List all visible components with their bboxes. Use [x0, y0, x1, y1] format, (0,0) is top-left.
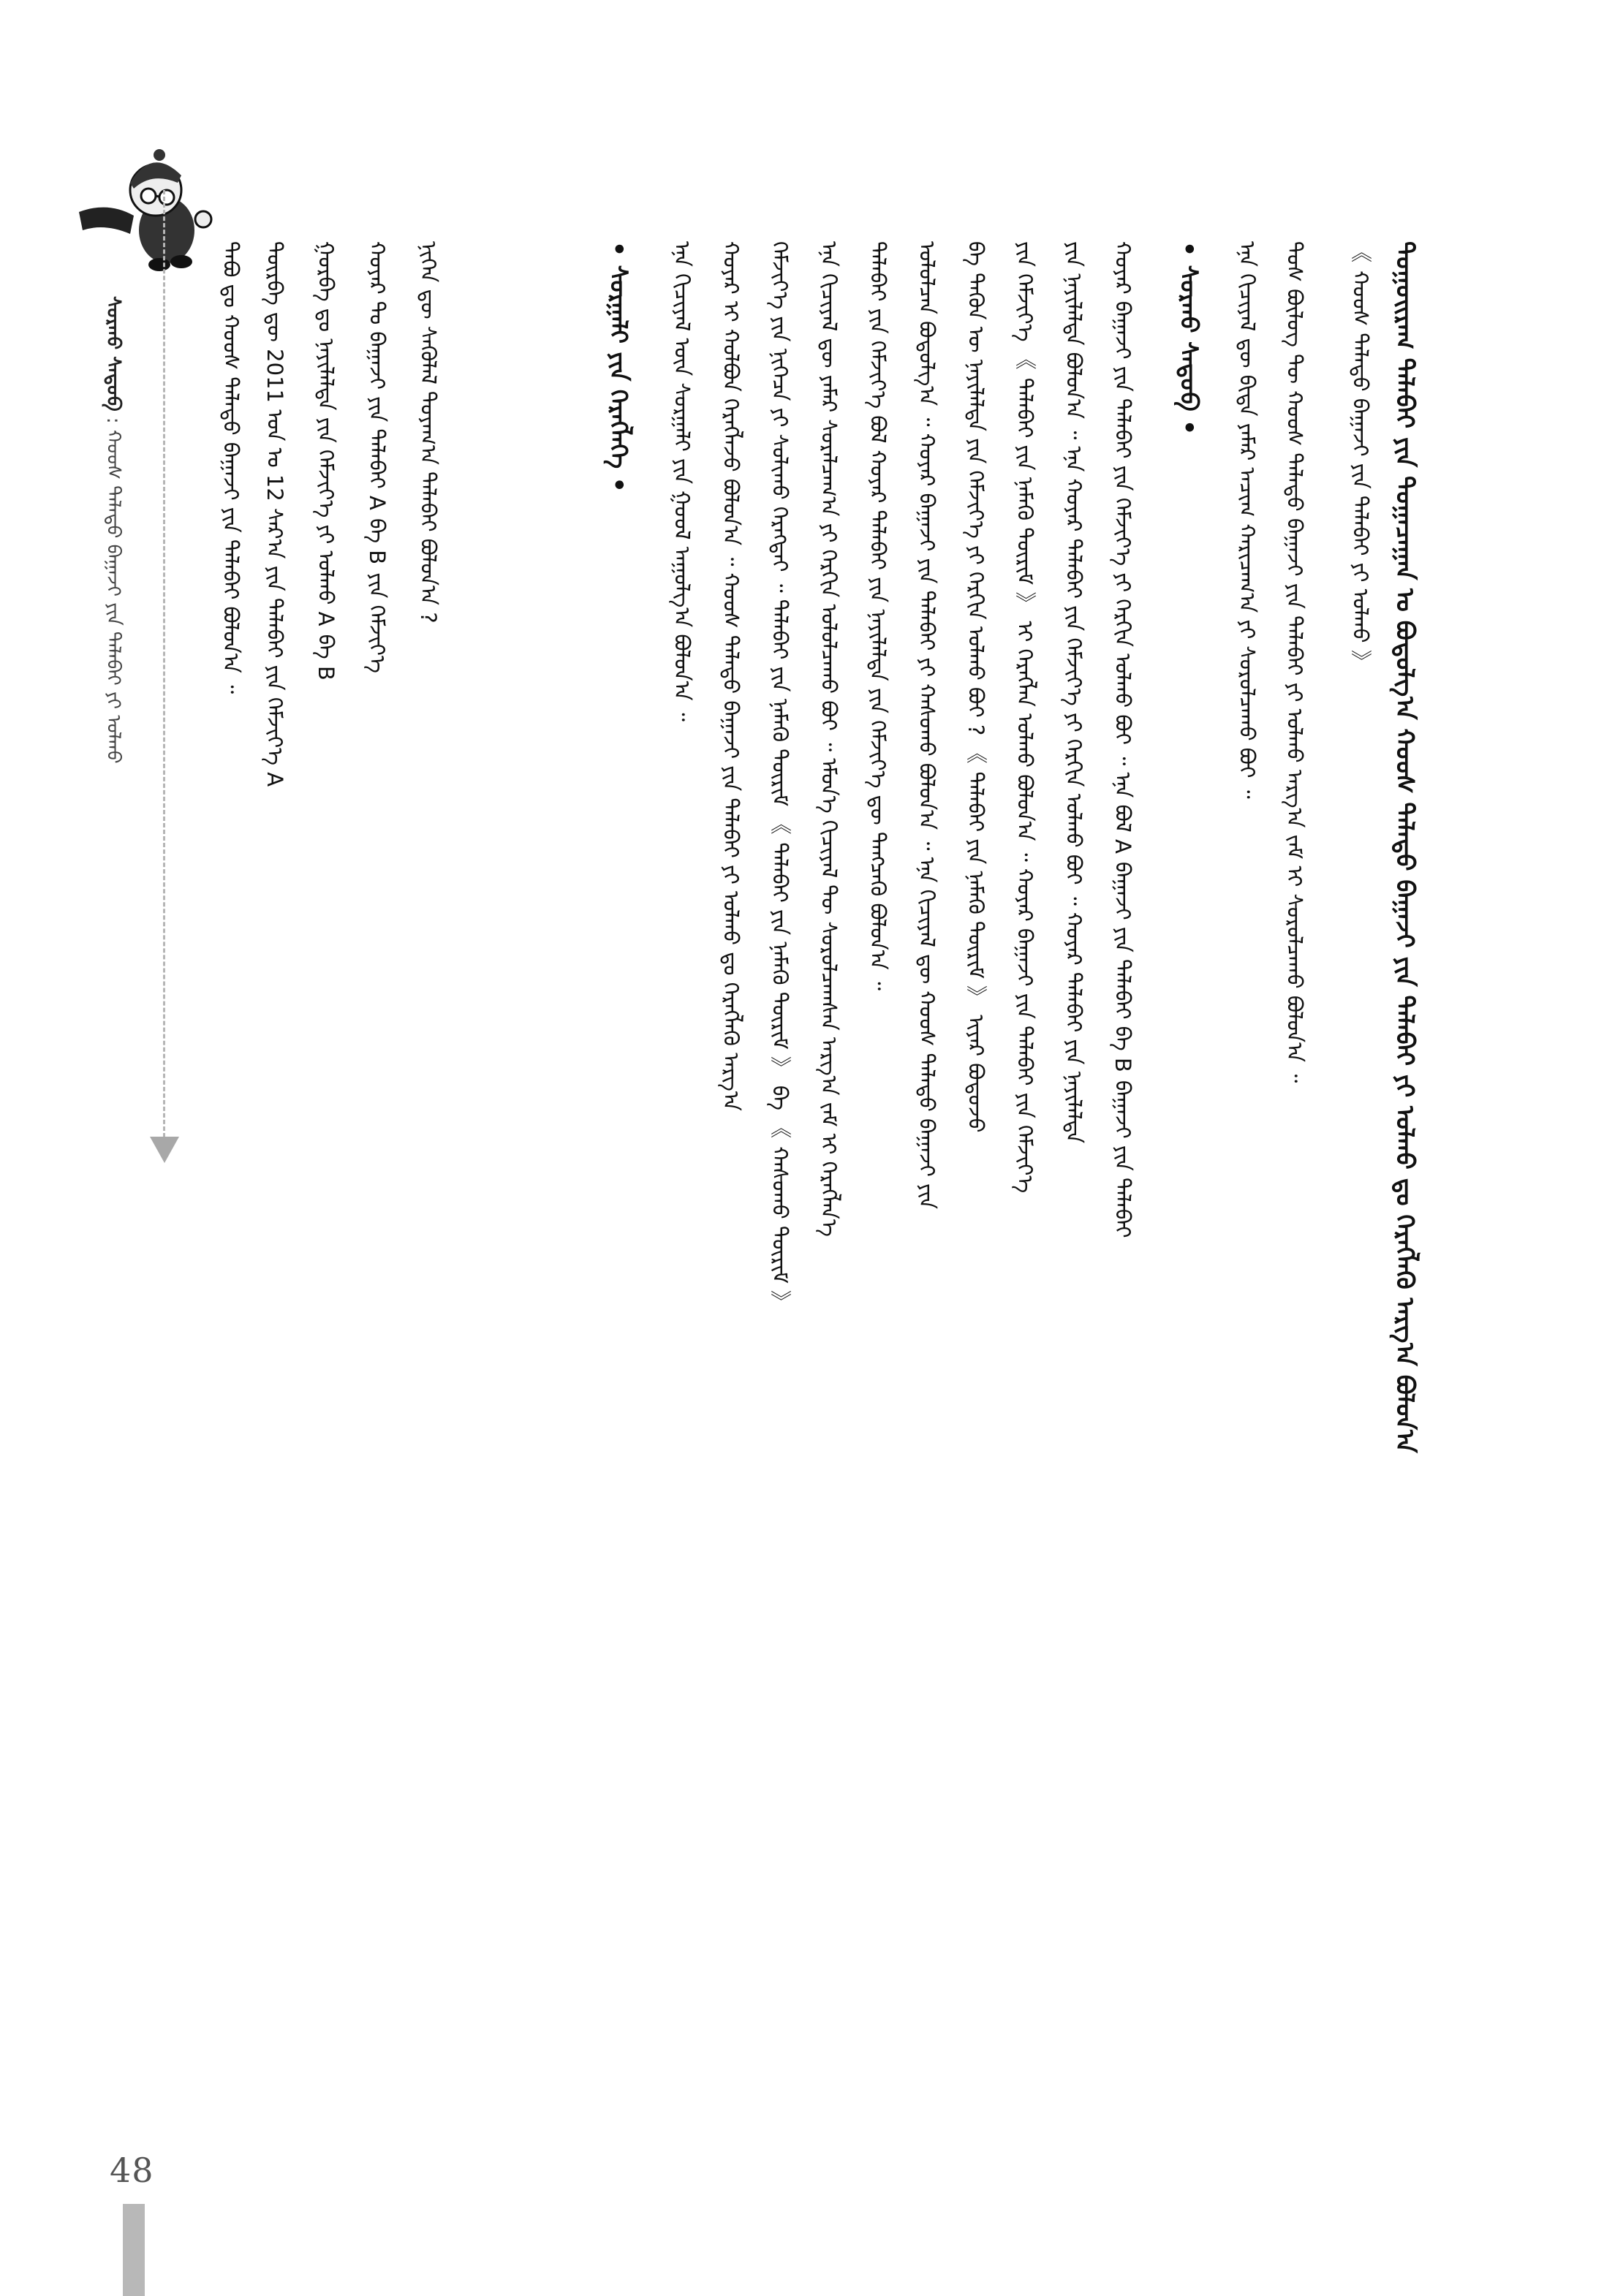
intro-line-2: ᠡᠨᠡ ᠬᠢᠴᠢᠶᠡᠯ ᠳᠦ ᠪᠢᠳᠡ ᠶᠠᠮᠠᠷ ᠠᠴᠢᠭ ᠬᠠᠷᠢᠴᠠᠭ᠎ᠠ ᠶᠢ ᠰᠤᠷᠤᠯᠴᠠᠬᠤ ᠪᠤᠢ ᠃: [1235, 241, 1260, 799]
header-dashed-line: [163, 190, 165, 1144]
exercise-line: ᠭᠤᠷᠪᠠ ᠳᠤ ᠨᠡᠶᠢᠯᠡᠯᠲᠡ ᠶᠢᠨ ᠬᠡᠮᠵᠢᠶ᠎ᠡ ᠶᠢ ᠣᠯᠬᠤ A ᠪᠠ B: [314, 241, 338, 681]
section-heading-2: • ᠰᠤᠷᠭᠠᠯᠢ ᠶᠢᠨ ᠬᠡᠷᠡᠭᠯᠡᠭᠡ •: [605, 241, 633, 493]
exercise-line: ᠲᠠᠪᠤ ᠳᠤ ᠬᠣᠣᠰ ᠲᠠᠯᠠᠲᠤ ᠪᠠᠭᠠᠵᠢ ᠶᠢᠨ ᠲᠠᠯᠠᠪᠠᠢ ᠪᠣᠯᠣᠨ᠎ᠠ ᠃: [219, 241, 243, 694]
running-header-separator: :: [102, 417, 124, 430]
body-line: ᠪᠠ ᠲᠡᠭᠦᠨ ᠦ ᠨᠡᠶᠢᠯᠡᠯᠲᠡ ᠶᠢᠨ ᠬᠡᠮᠵᠢᠶ᠎ᠡ ᠶᠢ ᠬᠡᠷᠬᠢᠨ ᠣᠯᠬᠤ ᠪᠣᠢ ? 《 ᠲᠠᠯᠠᠪᠠᠢ ᠶᠢᠨ ᠨᠡᠮᠡᠬᠦ ᠳᠦᠷᠢᠮ 》 ᠢᠶᠡᠷ ᠪᠣᠳᠣᠵᠤ: [964, 241, 988, 1133]
header-arrow-icon: [150, 1137, 179, 1163]
body-line: ᠬᠡᠮᠵᠢᠶ᠎ᠡ ᠶᠢᠨ ᠨᠢᠭᠡᠴᠡ ᠶᠢ ᠰᠣᠯᠢᠬᠤ ᠬᠡᠷᠡᠭᠲᠡᠶ ᠃ ᠲᠠᠯᠠᠪᠠᠢ ᠶᠢᠨ ᠨᠡᠮᠡᠬᠦ ᠳᠦᠷᠢᠮ 《 ᠲᠠᠯᠠᠪᠠᠢ ᠶᠢᠨ ᠨᠡᠮᠡᠬᠦ ᠳᠦᠷᠢᠮ 》 ᠪᠠ 《 ᠬᠠᠰᠤᠬᠤ ᠳᠦᠷᠢᠮ 》: [768, 241, 792, 1312]
section-heading-1: • ᠰᠤᠷᠬᠤ ᠰᠡᠳᠦᠪ •: [1175, 241, 1203, 436]
body-line: ᠬᠣᠶᠠᠷ ᠢ ᠬᠣᠯᠪᠣᠨ ᠬᠡᠷᠡᠭᠯᠡᠵᠦ ᠪᠣᠯᠤᠨ᠎ᠠ ᠃ ᠬᠣᠣᠰ ᠲᠠᠯᠠᠲᠤ ᠪᠠᠭᠠᠵᠢ ᠶᠢᠨ ᠲᠠᠯᠠᠪᠠᠢ ᠶᠢ ᠣᠯᠬᠤ ᠳᠤ ᠬᠡᠷᠡᠭᠯᠡᠬᠦ ᠠᠷᠭ᠎ᠠ: [719, 241, 744, 1111]
running-header-label: ᠰᠤᠷᠬᠤ ᠰᠡᠳᠦᠪ: [102, 296, 124, 412]
running-header-title: ᠬᠣᠣᠰ ᠲᠠᠯᠠᠲᠤ ᠪᠠᠭᠠᠵᠢ ᠶᠢᠨ ᠲᠠᠯᠠᠪᠠᠢ ᠶᠢ ᠣᠯᠬᠤ: [102, 429, 124, 764]
page-edge-tab: [123, 2204, 145, 2296]
body-line: ᠣᠯᠤᠯᠴᠠᠨ ᠪᠣᠳᠣᠯᠭ᠎ᠠ ᠃ ᠬᠣᠶᠠᠷ ᠪᠠᠭᠠᠵᠢ ᠶᠢᠨ ᠲᠠᠯᠠᠪᠠᠢ ᠶᠢ ᠬᠠᠰᠤᠬᠤ ᠪᠣᠯᠤᠨ᠎ᠠ ᠃ ᠡᠨᠡ ᠬᠢᠴᠢᠶᠡᠯ ᠳᠦ ᠬᠣᠣᠰ ᠲᠠᠯᠠᠲᠤ ᠪᠠᠭᠠᠵᠢ ᠶᠢᠨ: [915, 241, 939, 1210]
chapter-subtitle: 《 ᠬᠣᠣᠰ ᠲᠠᠯᠠᠲᠤ ᠪᠠᠭᠠᠵᠢ ᠶᠢᠨ ᠲᠠᠯᠠᠪᠠᠢ ᠶᠢ ᠣᠯᠬᠤ 》: [1348, 241, 1373, 672]
body-line: ᠬᠣᠶᠠᠷ ᠪᠠᠭᠠᠵᠢ ᠶᠢᠨ ᠲᠠᠯᠠᠪᠠᠢ ᠶᠢᠨ ᠬᠡᠮᠵᠢᠶ᠎ᠡ ᠶᠢ ᠬᠡᠷᠬᠢᠨ ᠣᠯᠬᠤ ᠪᠣᠢ ᠃ ᠡᠨᠡ ᠪᠣᠯ A ᠪᠠᠭᠠᠵᠢ ᠶᠢᠨ ᠲᠠᠯᠠᠪᠠᠢ ᠪᠠ B ᠪᠠᠭᠠᠵᠢ ᠶᠢᠨ ᠲᠠᠯᠠᠪᠠᠢ: [1111, 241, 1135, 1238]
body-line: ᠡᠨᠡ ᠬᠢᠴᠢᠶᠡᠯ ᠦᠨ ᠰᠤᠷᠭᠠᠯᠢ ᠶᠢᠨ ᠭᠣᠣᠯ ᠠᠭᠤᠯᠭ᠎ᠠ ᠪᠣᠯᠤᠨ᠎ᠠ ᠃: [670, 241, 695, 721]
body-line: ᠲᠠᠯᠠᠪᠠᠢ ᠶᠢᠨ ᠬᠡᠮᠵᠢᠶ᠎ᠡ ᠪᠣᠯ ᠬᠣᠶᠠᠷ ᠲᠠᠯᠠᠪᠠᠢ ᠶᠢᠨ ᠨᠡᠶᠢᠯᠡᠯᠲᠡ ᠶᠢᠨ ᠬᠡᠮᠵᠢᠶ᠎ᠡ ᠳᠦ ᠲᠡᠩᠴᠡᠬᠦ ᠪᠣᠯᠤᠨ᠎ᠠ ᠃: [866, 241, 890, 990]
body-line: ᠶᠢᠨ ᠨᠡᠶᠢᠯᠡᠯᠲᠡ ᠪᠣᠯᠣᠨ᠎ᠠ ᠃ ᠡᠨᠡ ᠬᠣᠶᠠᠷ ᠲᠠᠯᠠᠪᠠᠢ ᠶᠢᠨ ᠬᠡᠮᠵᠢᠶ᠎ᠡ ᠶᠢ ᠬᠡᠷᠬᠢᠨ ᠣᠯᠬᠤ ᠪᠣᠢ ᠃ ᠬᠣᠶᠠᠷ ᠲᠠᠯᠠᠪᠠᠢ ᠶᠢᠨ ᠨᠡᠶᠢᠯᠡᠯᠲᠡ: [1062, 241, 1086, 1144]
chapter-title: ᠳᠤᠭᠤᠢᠷᠠᠭ ᠲᠠᠯᠠᠪᠠᠢ ᠶᠢᠨ ᠲᠣᠭᠠᠴᠠᠭᠠᠨ ᠤ ᠪᠣᠳᠣᠯᠭ᠎ᠠ ᠬᠣᠣᠰ ᠲᠠᠯᠠᠲᠤ ᠪᠠᠭᠠᠵᠢ ᠶᠢᠨ ᠲᠠᠯᠠᠪᠠᠢ ᠶᠢ ᠣᠯᠬᠤ ᠳᠤ ᠬᠡᠷᠡᠭᠯᠡᠬᠦ ᠠᠷᠭ᠎ᠠ ᠪᠣᠯᠤᠨ᠎ᠠ: [1390, 241, 1419, 1453]
exercise-line: ᠳᠥᠷᠪᠡ ᠳᠦ 2011 ᠣᠨ ᠤ 12 ᠰᠠᠷ᠎ᠠ ᠶᠢᠨ ᠲᠠᠯᠠᠪᠠᠢ ᠶᠢᠨ ᠬᠡᠮᠵᠢᠶ᠎ᠡ A: [262, 241, 287, 788]
body-line: ᠡᠨᠡ ᠬᠢᠴᠢᠶᠡᠯ ᠳᠦ ᠶᠠᠮᠠᠷ ᠰᠤᠷᠠᠯᠴᠠᠭ᠎ᠠ ᠶᠢ ᠬᠡᠷᠬᠢᠨ ᠣᠯᠤᠯᠴᠠᠬᠤ ᠪᠣᠢ ᠃ ᠡᠮᠦᠨ᠎ᠡ ᠬᠢᠴᠢᠶᠡᠯ ᠲᠦ ᠰᠤᠷᠤᠯᠴᠠᠭᠰᠠᠨ ᠠᠷᠭ᠎ᠠ ᠵᠠᠮ ᠢ ᠬᠡᠷᠡᠭᠯᠡᠨ᠎ᠡ: [817, 241, 841, 1237]
mascot-illustration: [64, 132, 218, 285]
page-number: 48: [110, 2151, 154, 2190]
exercise-line: ᠨᠢᠭᠡᠨ ᠳᠦ ᠰᠡᠬᠦᠯᠡᠯ ᠲᠤᠶᠠᠭ᠎ᠠ ᠲᠠᠯᠠᠪᠠᠢ ᠪᠣᠯᠣᠨ᠎ᠠ ?: [416, 241, 441, 624]
running-header: [95, 296, 132, 1144]
exercise-line: ᠬᠣᠶᠠᠷ ᠲᠤ ᠪᠠᠭᠠᠵᠢ ᠶᠢᠨ ᠲᠠᠯᠠᠪᠠᠢ A ᠪᠠ B ᠶᠢᠨ ᠬᠡᠮᠵᠢᠶ᠎ᠡ: [365, 241, 390, 673]
intro-line-1: ᠲᠤᠰ ᠪᠦᠯᠦᠭ ᠲᠦ ᠬᠣᠣᠰ ᠲᠠᠯᠠᠲᠤ ᠪᠠᠭᠠᠵᠢ ᠶᠢᠨ ᠲᠠᠯᠠᠪᠠᠢ ᠶᠢ ᠣᠯᠬᠤ ᠠᠷᠭ᠎ᠠ ᠵᠠᠮ ᠢ ᠰᠤᠷᠤᠯᠴᠠᠬᠤ ᠪᠣᠯᠤᠨ᠎ᠠ ᠃: [1282, 241, 1307, 1083]
body-line: ᠶᠢᠨ ᠬᠡᠮᠵᠢᠶ᠎ᠡ 《 ᠲᠠᠯᠠᠪᠠᠢ ᠶᠢᠨ ᠨᠡᠮᠡᠬᠦ ᠳᠦᠷᠢᠮ 》 ᠢ ᠬᠡᠷᠡᠭᠯᠡᠨ ᠣᠯᠬᠤ ᠪᠣᠯᠤᠨ᠎ᠠ ᠃ ᠬᠣᠶᠠᠷ ᠪᠠᠭᠠᠵᠢ ᠶᠢᠨ ᠲᠠᠯᠠᠪᠠᠢ ᠶᠢᠨ ᠬᠡᠮᠵᠢᠶ᠎ᠡ: [1013, 241, 1037, 1194]
